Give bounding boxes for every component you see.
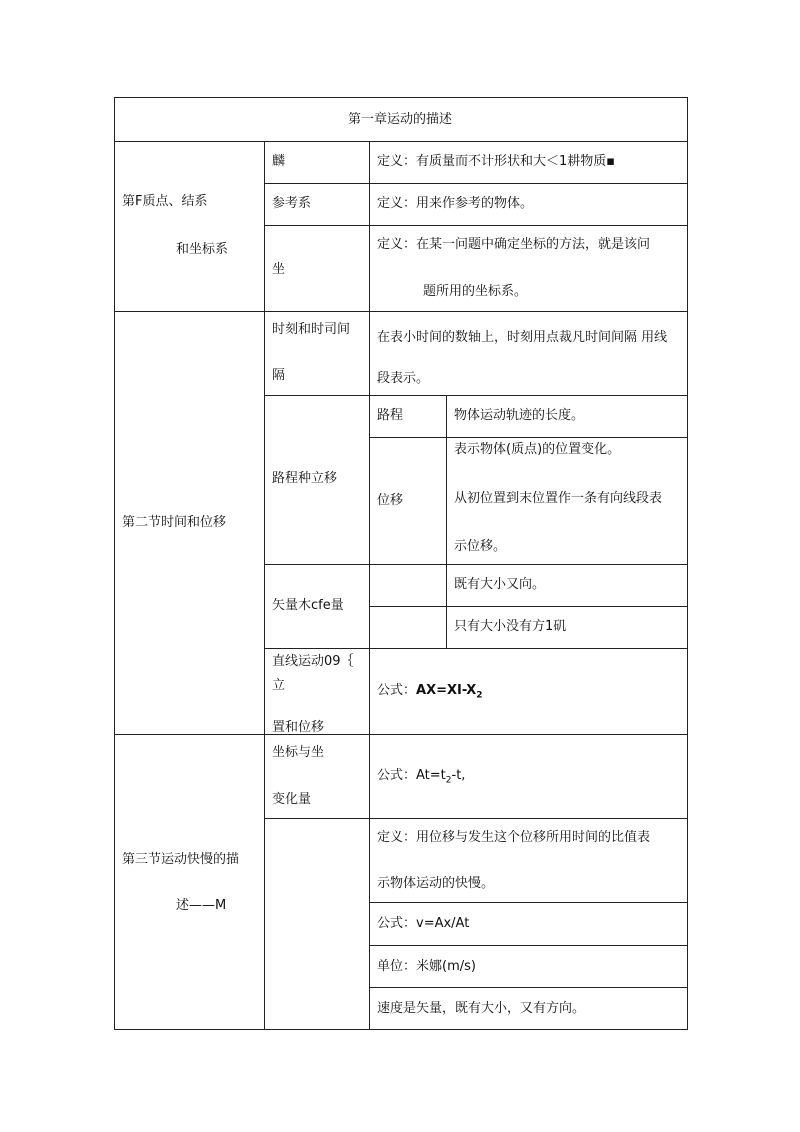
formula-cell — [377, 768, 465, 789]
row-divider — [369, 902, 688, 903]
table-border-left — [114, 97, 115, 1030]
formula-cell — [377, 683, 482, 704]
definition-cell: 定义：用位移与发生这个位移所用时间的比值表 — [377, 830, 651, 845]
column-divider-1 — [264, 141, 265, 1030]
section-divider-1 — [114, 311, 688, 312]
column-divider-2 — [369, 141, 370, 1030]
definition-cell: 示位移。 — [454, 539, 507, 554]
column-divider-3 — [446, 395, 447, 649]
formula-expression: AX=XI-X — [416, 683, 477, 698]
definition-cell: 段表示。 — [377, 371, 430, 386]
term-cell: 时刻和时司间 — [272, 322, 351, 337]
term-cell: 坐 — [272, 262, 286, 277]
page-title: 第一章运动的描述 — [348, 112, 453, 127]
definition-cell: 定义：有质量而不计形状和大＜1耕物质▪ — [377, 154, 616, 169]
formula-expression: -t, — [451, 768, 466, 783]
unit-cell: 单位：米娜(m/s) — [377, 959, 476, 974]
row-divider — [264, 225, 688, 226]
row-divider — [264, 395, 688, 396]
section1-heading: 第F质点、结系 — [122, 194, 208, 209]
row-divider — [369, 437, 688, 438]
definition-cell: 定义：用来作参考的物体。 — [377, 196, 534, 211]
title-divider — [114, 141, 688, 142]
table-border-bottom — [114, 1029, 688, 1030]
definition-cell: 定义：在某一问题中确定坐标的方法，就是该问 — [377, 237, 651, 252]
term-cell: 置和位移 — [272, 720, 325, 735]
section3-heading: 述——M — [176, 898, 227, 913]
term-cell: 坐标与坐 — [272, 745, 325, 760]
definition-cell: 从初位置到末位置作一条有向线段表 — [454, 491, 663, 506]
section2-heading: 第二节时间和位移 — [122, 515, 227, 530]
definition-cell: 只有大小没有方1矶 — [454, 619, 567, 634]
definition-cell: 物体运动轨迹的长度。 — [454, 408, 585, 423]
row-divider — [369, 606, 688, 607]
formula-subscript: 2 — [445, 775, 452, 786]
definition-cell: 题所用的坐标系。 — [423, 284, 528, 299]
subterm-cell: 位移 — [377, 493, 404, 508]
section-divider-2 — [114, 734, 688, 735]
row-divider — [264, 818, 688, 819]
term-cell: 直线运动09｛ — [272, 654, 354, 669]
definition-cell: 示物体运动的快慢。 — [377, 876, 495, 891]
term-cell: 隔 — [272, 368, 286, 383]
section3-heading: 第三节运动快慢的描 — [122, 852, 240, 867]
note-cell: 速度是矢量，既有大小，又有方向。 — [377, 1001, 586, 1016]
term-cell: 矢量木cfe量 — [272, 598, 344, 613]
row-divider — [264, 564, 688, 565]
row-divider — [264, 648, 688, 649]
term-cell: 麟 — [272, 154, 286, 169]
term-cell: 变化量 — [272, 792, 312, 807]
row-divider — [264, 183, 688, 184]
formula-subscript: 2 — [476, 690, 483, 701]
formula-label: 公式： — [377, 683, 417, 698]
term-cell: 参考系 — [272, 196, 312, 211]
formula-cell: 公式：v=Ax/At — [377, 916, 470, 931]
subterm-cell: 路程 — [377, 408, 404, 423]
formula-expression: 公式：At=t — [377, 768, 446, 783]
term-cell: 路程种立移 — [272, 471, 338, 486]
definition-cell: 既有大小又向。 — [454, 577, 546, 592]
term-cell: 立 — [272, 678, 286, 693]
row-divider — [369, 987, 688, 988]
section1-heading: 和坐标系 — [176, 242, 229, 257]
table-border-top — [114, 97, 688, 98]
definition-cell: 表示物体(质点)的位置变化。 — [454, 442, 621, 457]
row-divider — [369, 945, 688, 946]
definition-cell: 在表小时间的数轴上，时刻用点裁凡时间间隔 用线 — [377, 330, 668, 345]
